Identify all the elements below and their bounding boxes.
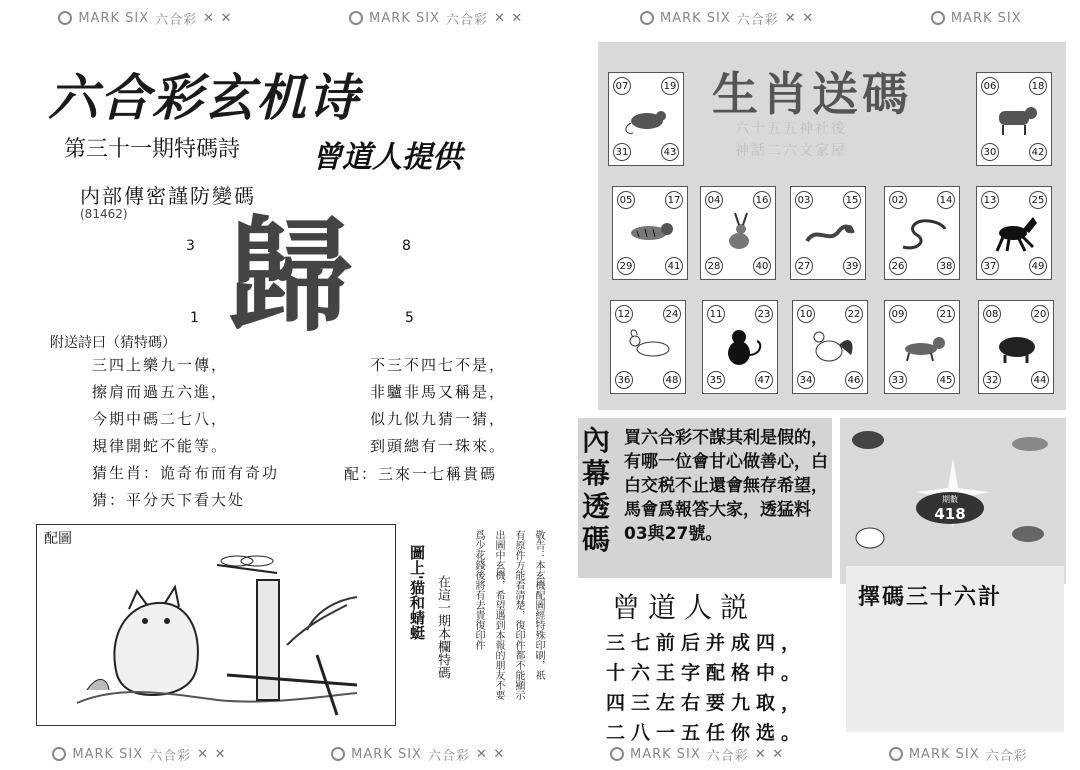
number-badge: 14 <box>937 191 955 209</box>
number-badge: 41 <box>665 257 683 275</box>
zodiac-card-goat <box>610 300 686 394</box>
banner-brand: MARK SIX <box>78 10 150 26</box>
zodiac-card-horse <box>976 186 1052 280</box>
number-badge: 40 <box>753 257 771 275</box>
zodiac-card-pig <box>978 300 1054 394</box>
number-badge: 19 <box>661 77 679 95</box>
daoist-line: 十六王字配格中。 <box>606 662 807 684</box>
rabbit-icon <box>713 211 765 255</box>
banner-cn: 六合彩 <box>149 748 192 764</box>
zodiac-subline: 六十五五神社後 <box>735 121 847 137</box>
pair-label: 配：三來一七稱貴碼 <box>344 465 498 483</box>
logo-icon <box>58 11 72 25</box>
daoist-lines <box>606 628 806 748</box>
daoist-title: 曾道人説 <box>612 591 757 624</box>
cross-icon: ✕ ✕ <box>754 746 785 762</box>
corner-number: 1 <box>190 310 199 326</box>
number-badge: 45 <box>937 371 955 389</box>
daoist-line: 二八一五任你选。 <box>606 722 807 744</box>
logo-icon <box>349 11 363 25</box>
top-banner <box>0 4 1080 32</box>
zodiac-subline: 神話二六文家屋 <box>735 143 847 159</box>
lucky-badge <box>916 492 984 524</box>
number-badge: 36 <box>615 371 633 389</box>
illustration-label: 配圖 <box>44 531 72 547</box>
number-badge: 29 <box>617 257 635 275</box>
cat-dragonfly-illustration <box>37 525 395 725</box>
cross-icon: ✕ ✕ <box>203 10 233 26</box>
cross-icon: ✕ ✕ <box>197 746 227 762</box>
banner-unit <box>58 9 232 28</box>
banner-unit <box>349 9 523 28</box>
number-badge: 39 <box>843 257 861 275</box>
zodiac-card-rabbit <box>700 186 776 280</box>
number-badge: 21 <box>937 305 955 323</box>
poem-line: 不三不四七不是， <box>370 356 507 374</box>
pig-icon <box>991 325 1043 369</box>
number-badge: 20 <box>1031 305 1049 323</box>
logo-icon <box>889 747 903 761</box>
logo-icon <box>52 747 66 761</box>
dragon-icon <box>803 211 855 255</box>
banner-cn: 六合彩 <box>736 12 779 28</box>
banner-brand: MARK SIX <box>660 10 731 26</box>
poem-left-column <box>92 352 279 514</box>
corner-number: 8 <box>402 238 411 254</box>
tiger-icon <box>625 211 677 255</box>
provider-label: 曾道人提供 <box>312 140 462 175</box>
monkey-icon <box>715 325 767 369</box>
number-badge: 15 <box>843 191 861 209</box>
banner-unit <box>889 745 1028 764</box>
corner-number: 5 <box>405 310 414 326</box>
poem-line: 猜生肖：诡奇布而有奇功 <box>92 464 280 482</box>
number-badge: 33 <box>889 371 907 389</box>
number-badge: 28 <box>705 257 723 275</box>
banner-cn: 六合彩 <box>427 748 470 764</box>
number-badge: 07 <box>613 77 631 95</box>
rooster-icon <box>805 325 857 369</box>
cross-icon: ✕ ✕ <box>784 10 815 26</box>
number-badge: 22 <box>845 305 863 323</box>
lucky-value: 418 <box>934 504 966 523</box>
inner-title: 內幕透碼 <box>582 424 611 556</box>
banner-brand: MARK SIX <box>950 10 1022 26</box>
number-badge: 31 <box>613 143 631 161</box>
banner-unit <box>52 745 226 764</box>
strategy-label: 擇碼三十六計 <box>858 585 1003 610</box>
notice-line: 敬告：本玄機配圖經特殊印刷，祇 <box>533 530 544 680</box>
number-badge: 30 <box>981 143 999 161</box>
number-badge: 37 <box>981 257 999 275</box>
zodiac-card-monkey <box>702 300 778 394</box>
banner-unit <box>931 11 1022 26</box>
banner-unit <box>610 745 784 764</box>
big-character: 歸 <box>228 205 353 349</box>
inner-code-label: 内部傳密謹防變碼 <box>80 184 256 208</box>
number-badge: 06 <box>981 77 999 95</box>
poem-line: 今期中碼二七八， <box>92 410 229 428</box>
number-badge: 17 <box>665 191 683 209</box>
banner-unit <box>331 745 505 764</box>
number-badge: 44 <box>1031 371 1049 389</box>
daoist-line: 四三左右要九取， <box>606 692 807 714</box>
number-badge: 47 <box>755 371 773 389</box>
dog-icon <box>897 325 949 369</box>
banner-brand: MARK SIX <box>351 746 422 762</box>
number-badge: 12 <box>615 305 633 323</box>
zodiac-card-tiger <box>612 186 688 280</box>
poem-line: 規律開蛇不能等。 <box>92 437 229 455</box>
number-badge: 46 <box>845 371 863 389</box>
banner-brand: MARK SIX <box>72 746 144 762</box>
logo-icon <box>640 11 654 25</box>
zodiac-card-dragon <box>790 186 866 280</box>
daoist-line: 三七前后并成四， <box>606 632 807 654</box>
zodiac-card-ox <box>976 72 1052 166</box>
cross-icon: ✕ ✕ <box>475 746 506 762</box>
cross-icon: ✕ ✕ <box>493 10 524 26</box>
number-badge: 02 <box>889 191 907 209</box>
poem-line: 似九似九猜一猜， <box>370 410 507 428</box>
number-badge: 26 <box>889 257 907 275</box>
banner-cn: 六合彩 <box>706 748 749 764</box>
number-badge: 10 <box>797 305 815 323</box>
horse-icon <box>989 211 1041 255</box>
number-badge: 27 <box>795 257 813 275</box>
number-badge: 09 <box>889 305 907 323</box>
zodiac-subtext <box>735 118 847 162</box>
number-badge: 11 <box>707 305 725 323</box>
banner-cn: 六合彩 <box>445 12 488 28</box>
zodiac-card-dog <box>884 300 960 394</box>
number-badge: 16 <box>753 191 771 209</box>
banner-unit <box>640 9 814 28</box>
banner-cn: 六合彩 <box>985 748 1028 764</box>
number-badge: 25 <box>1029 191 1047 209</box>
number-badge: 13 <box>981 191 999 209</box>
poem-line: 非驢非馬又稱是， <box>370 383 507 401</box>
banner-cn: 六合彩 <box>155 12 198 28</box>
lucky-tag: 期數 <box>942 494 958 504</box>
logo-icon <box>331 747 345 761</box>
poem-right-column <box>370 352 506 460</box>
logo-icon <box>610 747 624 761</box>
number-badge: 38 <box>937 257 955 275</box>
number-badge: 48 <box>663 371 681 389</box>
issue-note: 在這一期本欄特碼 <box>435 575 450 679</box>
number-badge: 42 <box>1029 143 1047 161</box>
goat-icon <box>623 325 675 369</box>
number-badge: 03 <box>795 191 813 209</box>
number-badge: 05 <box>617 191 635 209</box>
notice-line: 爲少花錢後將有去貴復印件 <box>473 530 484 650</box>
number-badge: 18 <box>1029 77 1047 95</box>
issue-label: 第三十一期特碼詩 <box>64 137 241 162</box>
inner-text: 買六合彩不謀其利是假的，有哪一位會甘心做善心，白白交税不止還會無存希望，馬會爲報答大家，透猛料03與27號。 <box>624 428 828 544</box>
number-badge: 24 <box>663 305 681 323</box>
zodiac-title: 生肖送碼 <box>712 67 912 121</box>
number-badge: 04 <box>705 191 723 209</box>
rat-icon <box>621 97 673 141</box>
page-title: 六合彩玄机诗 <box>48 69 360 127</box>
corner-number: 3 <box>186 238 195 254</box>
poem-line: 三四上樂九一傳， <box>92 356 229 374</box>
number-badge: 08 <box>983 305 1001 323</box>
number-badge: 35 <box>707 371 725 389</box>
number-badge: 34 <box>797 371 815 389</box>
poem-line: 猜：平分天下看大处 <box>92 491 246 509</box>
number-badge: 49 <box>1029 257 1047 275</box>
zodiac-card-snake <box>884 186 960 280</box>
zodiac-card-rat <box>608 72 684 166</box>
banner-brand: MARK SIX <box>908 746 980 762</box>
poem-header: 附送詩曰（猜特碼） <box>50 335 176 351</box>
illustration-frame <box>36 524 396 726</box>
poem-line: 到頭總有一珠來。 <box>370 437 507 455</box>
snake-icon <box>897 211 949 255</box>
notice-line: 出圖中玄機，希望遇到本報的朋友不要 <box>493 530 504 700</box>
bottom-banner <box>0 740 1080 768</box>
banner-brand: MARK SIX <box>630 746 701 762</box>
number-badge: 32 <box>983 371 1001 389</box>
number-badge: 43 <box>661 143 679 161</box>
banner-brand: MARK SIX <box>369 10 440 26</box>
illustration-caption: 圖上'猫和蜻蜓 <box>408 545 426 640</box>
logo-icon <box>931 11 945 25</box>
poem-line: 擦肩而過五六進， <box>92 383 229 401</box>
ox-icon <box>989 97 1041 141</box>
code-number: (81462) <box>80 207 128 221</box>
zodiac-card-rooster <box>792 300 868 394</box>
number-badge: 23 <box>755 305 773 323</box>
notice-line: 有原件方能看清楚，復印件都不能顯示 <box>513 530 524 700</box>
